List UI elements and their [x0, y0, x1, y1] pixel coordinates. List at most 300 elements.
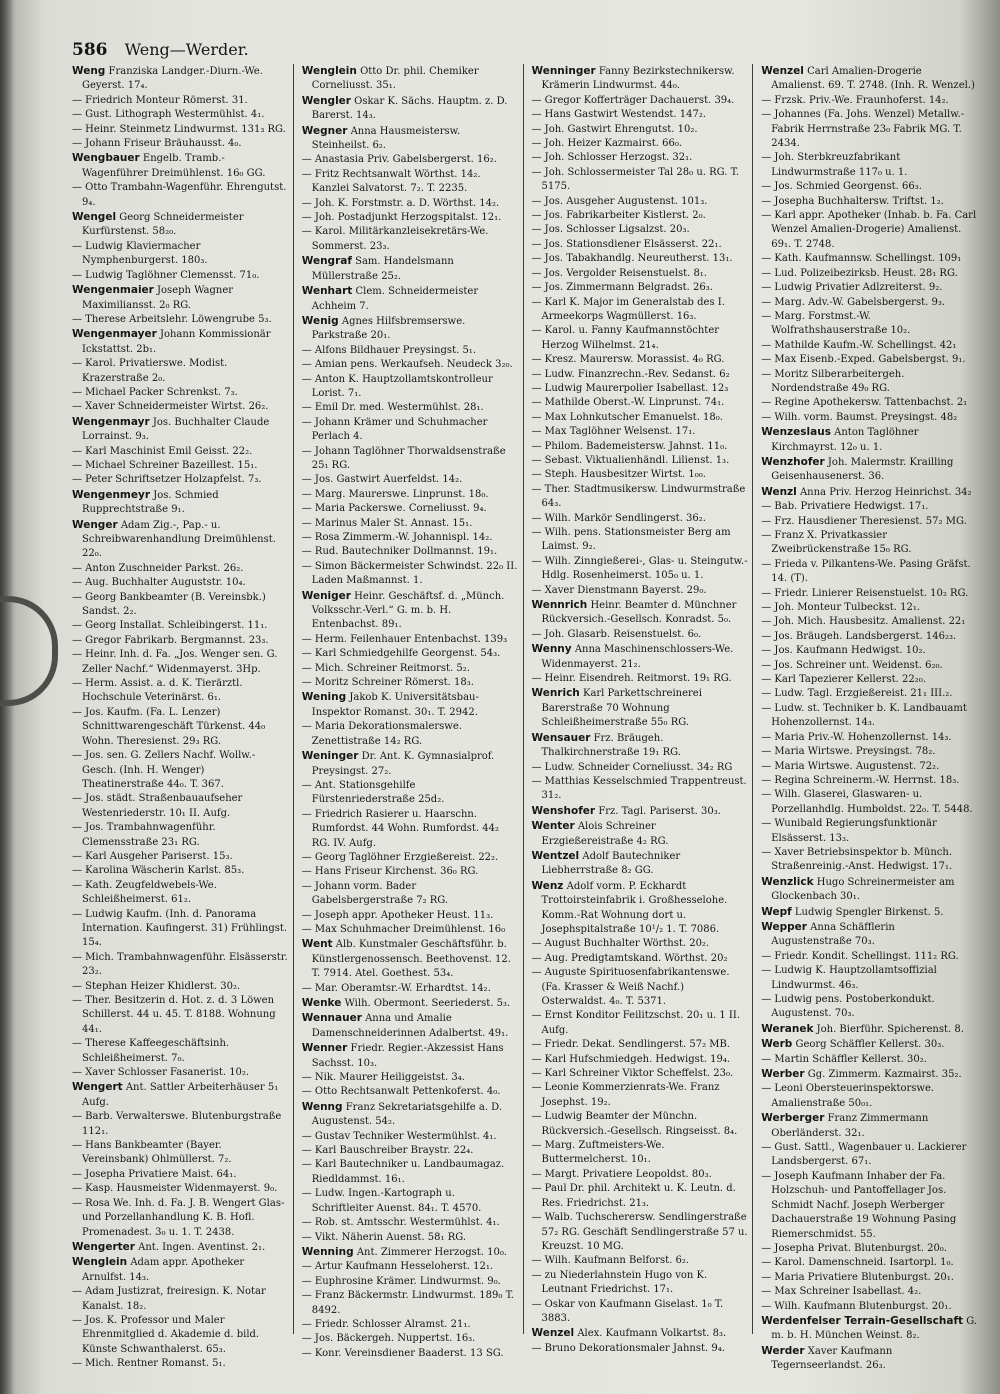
entry-details: — Xaver Schneidermeister Wirtst. 26₂.: [72, 401, 269, 413]
directory-entry: [302, 545, 519, 559]
directory-entry: [532, 952, 749, 966]
entry-surname: Wengert: [72, 1081, 123, 1094]
directory-entry: [532, 1182, 749, 1211]
directory-entry: [532, 804, 749, 819]
directory-entry: [761, 151, 978, 180]
entry-details: — Johann Taglöhner Thorwaldsenstraße 25₁ RG.: [301, 445, 506, 471]
directory-entry: [302, 676, 519, 690]
entry-details: — Maria Packerswe. Corneliusst. 9₄.: [301, 503, 487, 515]
directory-entry: [302, 880, 519, 909]
entry-details: Ant. Sattler Arbeiterhäuser 5₁ Aufg.: [82, 1082, 279, 1108]
directory-entry: [72, 619, 289, 633]
directory-entry: [761, 396, 978, 410]
directory-entry: [532, 195, 749, 209]
directory-entry: [72, 94, 289, 108]
directory-entry: [302, 1041, 519, 1071]
entry-details: — Karl Bautechniker u. Landbaumagaz. Riedldammst. 16₁.: [301, 1159, 505, 1185]
entry-details: — Jos. Stationsdiener Elsässerst. 22₁.: [531, 238, 722, 250]
entry-details: — Karl K. Major im Generalstab des I. Armeekorps Wagmüllerst. 16₃.: [531, 296, 725, 322]
entry-details: — Joh. Monteur Tulbeckst. 12₁.: [761, 602, 920, 614]
entry-details: — Jos. Fabrikarbeiter Kistlerst. 2₀.: [531, 210, 706, 222]
entry-details: — Rud. Bautechniker Dollmannst. 19₁.: [301, 546, 498, 558]
entry-details: — Marg. Adv.-W. Gabelsbergerst. 9₃.: [761, 296, 946, 308]
entry-details: — Maria Wirtswe. Augustenst. 72₂.: [761, 760, 940, 772]
entry-details: — Friedr. Schlosser Alramst. 21₁.: [301, 1318, 471, 1330]
entry-details: — Matthias Kesselschmied Trappentreust. 31₂.: [531, 775, 747, 802]
directory-entry: [532, 281, 749, 295]
entry-details: — Karl Ausgeher Pariserst. 15₃.: [72, 850, 233, 862]
entry-details: — Mich. Rentner Romanst. 5₁.: [72, 1358, 226, 1370]
entry-surname: Wenglein: [72, 1256, 128, 1269]
entry-details: — Bruno Dekorationsmaler Jahnst. 9₄.: [531, 1342, 725, 1354]
directory-entry: [761, 339, 978, 353]
entry-details: — Herm. Feilenhauer Entenbachst. 139₃: [301, 633, 508, 645]
directory-entry: [532, 819, 749, 849]
directory-entry: [72, 1240, 289, 1255]
entry-details: — Rosa We. Inh. d. Fa. J. B. Wengert Glas- und Porzellanhandlung K. B. Hofl. Promenadest. 3₀ u. 1. T. 2438.: [72, 1197, 285, 1238]
directory-entry: [72, 415, 289, 445]
entry-details: Anna Priv. Herzog Heinrichst. 34₂: [799, 486, 972, 498]
entry-details: Franz Zimmermann Oberländerst. 32₁.: [771, 1113, 929, 1139]
directory-entry: [761, 905, 978, 920]
entry-details: — Jos. Schreiner unt. Weidenst. 6₂₀.: [761, 659, 943, 671]
directory-entry: [302, 284, 519, 314]
entry-details: — Jos. Bräugeh. Landsbergerst. 146₂₃.: [761, 630, 957, 642]
directory-entry: [761, 1314, 978, 1344]
entry-details: — Mich. Schreiner Reitmorst. 5₂.: [301, 662, 470, 674]
entry-surname: Wenz: [531, 879, 564, 892]
entry-details: — Joh. Postadjunkt Herzogspitalst. 12₁.: [301, 212, 502, 224]
entry-details: — Karl Tapezierer Kellerst. 22₂₀.: [761, 674, 926, 686]
entry-details: — Maria Privatiere Blutenburgst. 20₁.: [761, 1271, 954, 1283]
directory-entry: [761, 368, 978, 397]
entry-details: — Friedrich Monteur Römerst. 31.: [72, 94, 248, 106]
directory-entry: [72, 576, 289, 590]
column-4: [761, 64, 982, 1372]
entry-surname: Wennrich: [531, 599, 588, 612]
directory-entry: [532, 440, 749, 454]
directory-entry: [761, 209, 978, 252]
entry-details: — Ludwig Taglöhner Clemensst. 71₀.: [72, 269, 260, 281]
directory-entry: [761, 1053, 978, 1067]
directory-entry: [72, 850, 289, 864]
entry-surname: Wensauer: [531, 731, 591, 744]
entry-details: — Therese Kaffeegeschäftsinh. Schleißheimerst. 7₀.: [72, 1038, 230, 1064]
directory-entry: [761, 587, 978, 601]
entry-details: Ant. Zimmerer Herzogst. 10₀.: [356, 1246, 508, 1258]
entry-details: — Anastasia Priv. Gabelsbergerst. 16₂.: [301, 154, 497, 166]
entry-details: — Simon Bäckermeister Schwindst. 22₀ II. Laden Maßmannst. 1.: [301, 560, 518, 587]
directory-entry: [532, 368, 749, 382]
entry-details: Franziska Landger.-Diurn.-We. Geyerst. 17₄.: [82, 66, 263, 92]
entry-details: — Joh. Gastwirt Ehrengutst. 10₂.: [531, 123, 698, 135]
entry-details: Franz Sekretariatsgehilfe a. D. Augustenst. 54₂.: [311, 1101, 503, 1128]
directory-entry: [532, 238, 749, 252]
directory-entry: [532, 353, 749, 367]
entry-surname: Wengerter: [72, 1240, 135, 1253]
directory-entry: [72, 1139, 289, 1168]
entry-details: — Marg. Forstmst.-W. Wolfrathshauserstraße 10₂.: [761, 310, 911, 337]
directory-entry: [302, 982, 519, 996]
entry-details: — Ludwig Klaviermacher Nymphenburgerst. 180₃.: [72, 240, 208, 267]
entry-details: — Emil Dr. med. Westermühlst. 28₁.: [301, 402, 484, 414]
directory-entry: [532, 555, 749, 584]
directory-entry: [761, 515, 978, 529]
directory-entry: [72, 706, 289, 749]
directory-entry: [72, 634, 289, 648]
directory-entry: [302, 909, 519, 923]
directory-entry: [532, 879, 749, 938]
entry-details: — Gustav Techniker Westermühlst. 4₁.: [301, 1130, 497, 1142]
entry-details: Dr. Ant. K. Gymnasialprof. Preysingst. 27₂.: [311, 751, 495, 777]
entry-details: — Marg. Zuftmeisters-We. Buttermelcherst. 10₁.: [531, 1140, 665, 1166]
entry-details: Joh. Malermstr. Krailling Geisenhausenerst. 36.: [771, 456, 954, 483]
entry-details: Anna Maschinenschlossers-We. Widenmayerst. 21₂.: [541, 644, 734, 670]
entry-details: — Therese Arbeitslehr. Löwengrube 5₃.: [72, 313, 272, 325]
entry-details: — Xaver Schlosser Fasanerist. 10₂.: [72, 1067, 250, 1079]
entry-details: — Joh. Glasarb. Reisenstuelst. 6₀.: [531, 628, 702, 640]
entry-details: — Aug. Buchhalter Auguststr. 10₄.: [72, 577, 246, 589]
directory-entry: [532, 151, 749, 165]
entry-surname: Wengbauer: [72, 152, 140, 165]
directory-entry: [72, 1066, 289, 1080]
entry-details: — Hans Gastwirt Westendst. 147₂.: [531, 109, 707, 121]
entry-details: — Jos. Ausgeher Augustenst. 101₃.: [531, 195, 708, 207]
entry-details: — Ludwig Kaufm. (Inh. d. Panorama Internation. Kaufingerst. 31) Frühlingst. 15₄.: [72, 908, 288, 949]
entry-details: G. m. b. H. München Weinst. 8₂.: [771, 1315, 978, 1342]
directory-entry: [72, 1314, 289, 1357]
entry-details: — Karl Hufschmiedgeh. Hedwigst. 19₄.: [531, 1053, 731, 1065]
directory-entry: [761, 1242, 978, 1256]
directory-entry: [302, 502, 519, 516]
directory-entry: [532, 454, 749, 468]
directory-entry: [302, 560, 519, 589]
directory-entry: [532, 64, 749, 94]
directory-columns: [72, 64, 982, 1372]
entry-details: — Moritz Silberarbeitergeh. Nordendstraße 49₀ RG.: [761, 368, 905, 394]
directory-entry: [532, 526, 749, 555]
directory-entry: [302, 197, 519, 211]
entry-details: — Karol. Privatierswe. Modist. Krazerstraße 2₀.: [72, 358, 228, 384]
directory-entry: [72, 980, 289, 994]
entry-details: Anna und Amalie Damenschneiderinnen Adalbertst. 49₁.: [311, 1013, 509, 1039]
entry-surname: Wegner: [301, 124, 348, 137]
entry-details: — Friedrich Rasierer u. Haarschn. Rumfordst. 44 Wohn. Rumfordst. 44₂ RG. IV. Aufg.: [301, 808, 499, 849]
directory-entry: [761, 558, 978, 587]
entry-details: Heinr. Beamter d. Münchner Rückversich.-Gesellsch. Konradst. 5₀.: [541, 600, 737, 626]
entry-details: — Ludw. st. Techniker b. K. Landbauamt Hohenzollernst. 14₃.: [761, 702, 967, 729]
directory-entry: [761, 659, 978, 673]
entry-details: Alois Schreiner Erzgießereistraße 4₂ RG.: [541, 821, 669, 847]
directory-entry: [302, 124, 519, 154]
directory-entry: [302, 1245, 519, 1260]
entry-details: — Ludwig Privatier Adlzreiterst. 9₂.: [761, 282, 943, 294]
entry-details: — Georg Installat. Schleibingerst. 11₁.: [72, 620, 268, 632]
directory-entry: [761, 1141, 978, 1170]
directory-entry: [532, 1342, 749, 1356]
entry-surname: Wenny: [531, 643, 572, 656]
entry-surname: Wenninger: [531, 65, 596, 77]
directory-entry: [761, 1285, 978, 1299]
directory-entry: [761, 760, 978, 774]
entry-details: Engelb. Tramb.-Wagenführer Dreimühlenst. 16₀ GG.: [82, 153, 266, 179]
directory-entry: [761, 180, 978, 194]
entry-surname: Wengler: [301, 94, 351, 107]
entry-surname: Wengenmayer: [72, 328, 157, 341]
directory-entry: [761, 875, 978, 905]
directory-entry: [72, 210, 289, 240]
directory-entry: [761, 267, 978, 281]
entry-surname: Wening: [301, 691, 347, 704]
directory-entry: [761, 615, 978, 629]
directory-entry: [532, 849, 749, 879]
entry-surname: Wenzel: [761, 65, 804, 77]
directory-entry: [302, 358, 519, 372]
entry-details: — Karl Bauschreiber Braystr. 22₄.: [301, 1145, 474, 1157]
page-header: [72, 40, 249, 66]
entry-surname: Wenner: [301, 1042, 348, 1055]
entry-details: Jos. Buchhalter Claude Lorrainst. 9₃.: [82, 416, 270, 443]
entry-surname: Werber: [761, 1068, 805, 1081]
directory-entry: [532, 1038, 749, 1052]
directory-entry: [761, 601, 978, 615]
directory-entry: [532, 672, 749, 686]
directory-entry: [72, 283, 289, 313]
entry-details: — Gust. Lithograph Westermühlst. 4₁.: [72, 109, 265, 121]
entry-details: — Stephan Heizer Khidlerst. 30₂.: [72, 980, 241, 992]
directory-entry: [302, 94, 519, 124]
entry-details: — Bab. Privatiere Hedwigst. 17₁.: [761, 501, 929, 513]
entry-details: — Otto Trambahn-Wagenführ. Ehrengutst. 9₄.: [72, 182, 287, 208]
entry-details: Ant. Ingen. Aventinst. 2₁.: [138, 1241, 266, 1253]
directory-entry: [72, 591, 289, 620]
directory-entry: [72, 488, 289, 518]
directory-entry: [532, 1298, 749, 1327]
directory-entry: [532, 296, 749, 325]
entry-details: — Regine Apothekersw. Tattenbachst. 2₁: [761, 397, 968, 409]
entry-details: — Michael Packer Schrenkst. 7₃.: [72, 386, 238, 398]
entry-details: — Maria Priv.-W. Hohenzollernst. 14₃.: [761, 731, 952, 743]
directory-entry: [302, 1347, 519, 1361]
directory-entry: [761, 1300, 978, 1314]
directory-entry: [302, 1085, 519, 1099]
entry-surname: Wenzlick: [761, 875, 814, 888]
directory-entry: [72, 123, 289, 137]
entry-details: — Jos. Trambahnwagenführ. Clemensstraße 23₁ RG.: [72, 822, 216, 848]
entry-details: Hugo Schreinermeister am Glockenbach 30₁.: [771, 876, 955, 903]
entry-details: — Jos. Zimmermann Belgradst. 26₃.: [531, 282, 713, 294]
directory-entry: [302, 662, 519, 676]
directory-entry: [302, 1011, 519, 1041]
entry-details: — Rob. st. Amtsschr. Westermühlst. 4₁.: [301, 1217, 500, 1229]
directory-entry: [761, 425, 978, 455]
entry-details: — Ludw. Finanzrechn.-Rev. Sedanst. 6₂: [531, 368, 730, 380]
entry-details: — Margt. Privatiere Leopoldst. 80₃.: [531, 1168, 712, 1180]
entry-details: Adolf vorm. P. Eckhardt Trottoirsteinfabrik i. Großhesselohe. Komm.-Rat Wohnung dort u. Josephspitalstraße 10¹/₂ 1. T. 7086.: [541, 880, 728, 935]
directory-entry: [532, 598, 749, 628]
entry-details: — Alfons Bildhauer Preysingst. 5₁.: [301, 344, 476, 356]
entry-details: — Ludwig K. Hauptzollamtsoffizial Lindwurmst. 46₃.: [761, 965, 937, 991]
entry-details: — Georg Taglöhner Erzgießereist. 22₂.: [301, 851, 499, 863]
entry-details: — Wilh. Kaufmann Blutenburgst. 20₁.: [761, 1300, 952, 1312]
entry-details: — Johann Friseur Bräuhausst. 4₀.: [72, 138, 242, 150]
entry-surname: Wenke: [301, 997, 342, 1009]
directory-entry: [72, 518, 289, 562]
entry-details: — Kresz. Maurersw. Morassist. 4₀ RG.: [531, 354, 725, 366]
entry-details: — Josepha Buchhaltersw. Triftst. 1₂.: [761, 195, 944, 207]
entry-surname: Wenglein: [301, 65, 357, 77]
directory-entry: [302, 225, 519, 254]
entry-details: — Georg Bankbeamter (B. Vereinsbk.) Sandst. 2₂.: [72, 591, 266, 618]
directory-entry: [761, 731, 978, 745]
entry-details: — Mich. Trambahnwagenführ. Elsässerstr. 23₂.: [72, 951, 288, 978]
entry-details: — Max Schuhmacher Dreimühlenst. 16₀: [301, 923, 506, 935]
directory-entry: [761, 950, 978, 964]
directory-entry: [761, 673, 978, 687]
entry-details: — Wilh. Zinngießerei-, Glas- u. Steingutw.-Hdlg. Rosenheimerst. 105₀ u. 1.: [531, 555, 748, 582]
entry-details: — Herm. Assist. a. d. K. Tierärztl. Hochschule Veterinärst. 6₁.: [72, 678, 243, 704]
directory-entry: [72, 1255, 289, 1285]
directory-entry: [72, 64, 289, 94]
directory-entry: [302, 1216, 519, 1230]
entry-surname: Werb: [761, 1038, 793, 1051]
entry-details: — Josepha Privat. Blutenburgst. 20₀.: [761, 1242, 947, 1254]
entry-details: — Jos. sen. G. Zellers Nachf. Wollw.-Gesch. (Inh. H. Wenger) Theatinerstraße 44₀. T. 367.: [72, 750, 256, 790]
directory-entry: [761, 94, 978, 108]
entry-surname: Werder: [761, 1344, 805, 1357]
entry-details: — Karl Schmiedgehilfe Georgenst. 54₃.: [301, 648, 501, 660]
entry-details: — Joh. Schlossermeister Tal 28₀ u. RG. T. 5175.: [531, 166, 740, 193]
entry-surname: Wenning: [301, 1245, 354, 1258]
entry-details: — Max Lohnkutscher Emanuelst. 18₀.: [531, 411, 723, 423]
directory-entry: [761, 1067, 978, 1082]
entry-details: — Vikt. Näherin Auenst. 58₁ RG.: [301, 1231, 467, 1243]
directory-entry: [761, 281, 978, 295]
entry-surname: Wenzhofer: [761, 455, 825, 468]
directory-entry: [302, 1130, 519, 1144]
entry-details: — Heinr. Inh. d. Fa. „Jos. Wenger sen. G. Zeller Nachf.“ Widenmayerst. 3Hp.: [72, 649, 278, 675]
entry-details: — Wilh. vorm. Baumst. Preysingst. 48₂: [761, 411, 958, 423]
directory-entry: [302, 1332, 519, 1346]
entry-details: Agnes Hilfsbremserswe. Parkstraße 20₁.: [311, 315, 466, 342]
entry-details: — Jos. Schmied Georgenst. 66₃.: [761, 181, 922, 193]
directory-entry: [761, 108, 978, 151]
directory-entry: [72, 1037, 289, 1066]
directory-entry: [72, 151, 289, 181]
directory-entry: [302, 531, 519, 545]
entry-details: Anna Schäfflerin Augustenstraße 70₃.: [771, 921, 895, 948]
directory-entry: [761, 644, 978, 658]
directory-entry: [302, 168, 519, 197]
entry-surname: Wepper: [761, 920, 807, 933]
entry-surname: Wenger: [72, 518, 118, 531]
directory-entry: [72, 357, 289, 386]
entry-details: — Auguste Spirituosenfabrikantenswe. (Fa. Krasser & Weiß Nachf.) Osterwaldst. 4₀. T. 5371.: [531, 967, 730, 1007]
directory-entry: [532, 584, 749, 598]
directory-entry: [532, 108, 749, 122]
entry-details: — Jos. städt. Straßenbauaufseher Westenriederstr. 10₁ II. Aufg.: [72, 793, 243, 819]
entry-details: — Rosa Zimmerm.-W. Johannispl. 14₂.: [301, 532, 493, 543]
directory-entry: [532, 1326, 749, 1341]
entry-surname: Wengenmaier: [72, 284, 154, 297]
directory-entry: [72, 473, 289, 487]
directory-entry: [302, 647, 519, 661]
directory-entry: [302, 488, 519, 502]
entry-details: — Regina Schreinerm.-W. Herrnst. 18₃.: [761, 774, 960, 786]
directory-entry: [302, 473, 519, 487]
directory-entry: [761, 1022, 978, 1037]
entry-details: — Marinus Maler St. Annast. 15₁.: [301, 517, 473, 529]
entry-details: — Peter Schriftsetzer Holzapfelst. 7₃.: [72, 474, 262, 486]
directory-entry: [72, 821, 289, 850]
entry-details: — Euphrosine Krämer. Lindwurmst. 9₀.: [301, 1275, 501, 1287]
directory-entry: [761, 817, 978, 846]
entry-details: — Max Eisenb.-Exped. Gabelsbergst. 9₁.: [761, 354, 966, 366]
entry-details: — Kath. Zeugfeldwebels-We. Schleißheimerst. 61₂.: [72, 879, 217, 906]
entry-surname: Wenng: [301, 1100, 343, 1113]
directory-entry: [302, 344, 519, 358]
directory-entry: [72, 648, 289, 677]
directory-entry: [302, 779, 519, 808]
entry-details: — Wilh. Kaufmann Belforst. 6₂.: [531, 1255, 690, 1267]
entry-surname: Wenshofer: [531, 804, 596, 817]
entry-details: — Aug. Predigtamtskand. Wörthst. 20₂: [531, 952, 728, 964]
entry-surname: Wenzl: [761, 485, 797, 498]
entry-details: — Gregor Fabrikarb. Bergmannst. 23₃.: [72, 634, 269, 646]
directory-entry: [72, 677, 289, 706]
directory-entry: [532, 686, 749, 730]
entry-details: — Anton K. Hauptzollamtskontrolleur Lorist. 7₁.: [301, 373, 493, 399]
entry-details: — Marg. Maurerswe. Linprunst. 18₀.: [301, 488, 489, 500]
directory-entry: [72, 1357, 289, 1371]
entry-details: Clem. Schneidermeister Achheim 7.: [311, 286, 479, 312]
column-1: [72, 64, 294, 1370]
entry-details: — Franz Bäckermstr. Lindwurmst. 189₀ T. 8492.: [301, 1290, 514, 1316]
directory-entry: [761, 353, 978, 367]
entry-details: Adam Zig.-, Pap.- u. Schreibwarenhandlung Dreimühlenst. 22₀.: [82, 519, 276, 560]
directory-entry: [302, 1289, 519, 1318]
entry-details: — Karl Schreiner Viktor Scheffelst. 23₀.: [531, 1068, 734, 1080]
entry-details: — Hans Bankbeamter (Bayer. Vereinsbank) Ohlmüllerst. 7₂.: [72, 1140, 232, 1166]
directory-entry: [302, 865, 519, 879]
entry-details: — Joh. Heizer Kazmairst. 66₀.: [531, 138, 683, 150]
directory-entry: [72, 1182, 289, 1196]
directory-entry: [532, 642, 749, 672]
directory-entry: [302, 1187, 519, 1216]
entry-details: — Walb. Tuchscherersw. Sendlingerstraße 57₂ RG. Geschäft Sendlingerstraße 57 u. Kreuzst. 10 MG.: [531, 1212, 748, 1252]
entry-details: — Ther. Besitzerin d. Hot. z. d. 3 Löwen Schillerst. 44 u. 45. T. 8188. Wohnung 44₁.: [72, 995, 276, 1035]
directory-entry: [302, 1158, 519, 1187]
entry-surname: Wentzel: [531, 849, 580, 862]
entry-details: — Gust. Sattl., Wagenbauer u. Lackierer Landsbergerst. 67₁.: [761, 1142, 967, 1168]
directory-entry: [761, 195, 978, 209]
entry-details: Heinr. Geschäftsf. d. „Münch. Volksschr.-Verl.“ G. m. b. H. Entenbachst. 89₁.: [311, 590, 505, 631]
entry-details: — Jos. Tabakhandlg. Neureutherst. 13₁.: [531, 253, 733, 265]
entry-details: — Mathilde Oberst.-W. Linprunst. 74₁.: [531, 397, 725, 409]
entry-details: — Sebast. Viktualienhändl. Lilienst. 1₃.: [531, 454, 730, 466]
directory-entry: [532, 267, 749, 281]
directory-entry: [72, 459, 289, 473]
entry-details: — Leonie Kommerzienrats-We. Franz Josephst. 19₂.: [531, 1082, 720, 1108]
directory-entry: [532, 966, 749, 1009]
entry-details: — Konr. Vereinsdiener Baaderst. 13 SG.: [301, 1347, 504, 1359]
directory-entry: [302, 445, 519, 474]
directory-entry: [72, 386, 289, 400]
directory-entry: [72, 562, 289, 576]
entry-surname: Went: [301, 938, 333, 951]
entry-details: — Amian pens. Werkaufseh. Neudeck 3₂₀.: [301, 359, 513, 371]
entry-details: — Martin Schäffler Kellerst. 30₂.: [761, 1053, 927, 1065]
